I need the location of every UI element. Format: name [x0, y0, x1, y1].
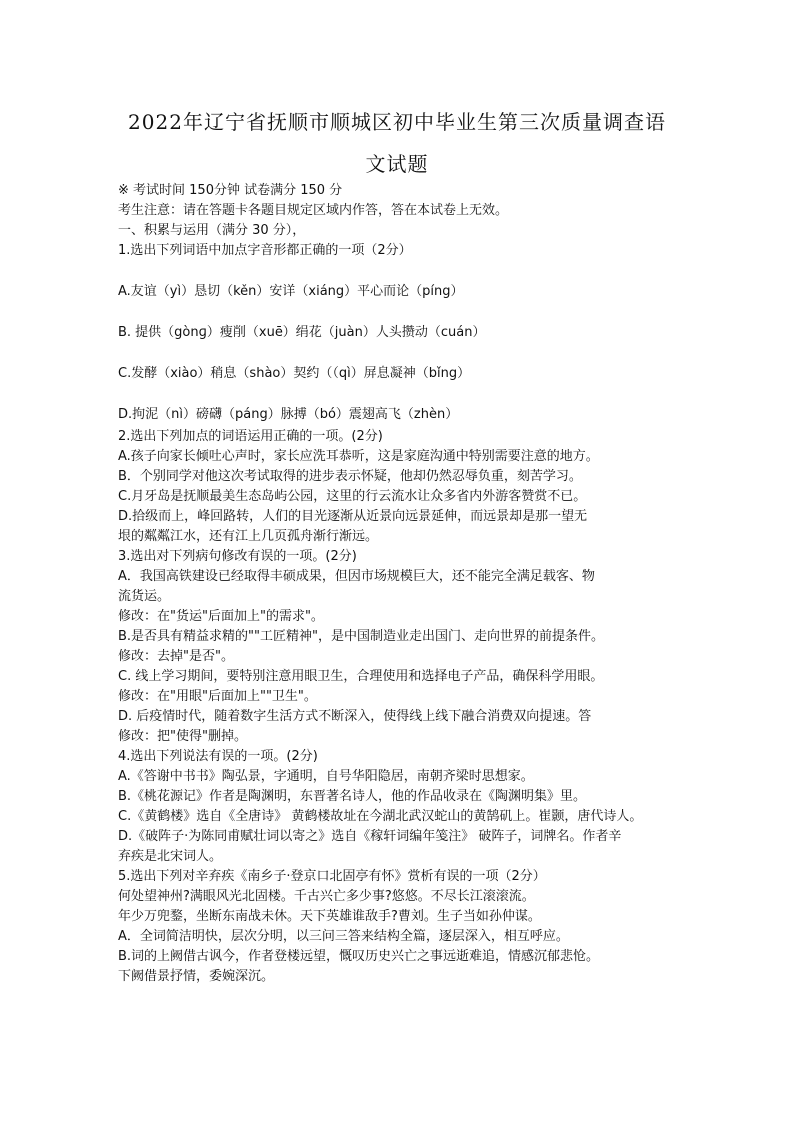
exam-info: ※ 考试时间 150分钟 试卷满分 150 分 [118, 183, 343, 198]
option-a-cont: 流货运。 [118, 589, 171, 604]
option-c: C.发酵（xiào）稍息（shào）契约（（qì）屏息凝神（bǐng） [118, 366, 471, 381]
question-4 [118, 747, 698, 867]
poem-line-1: 何处望神州?满眼风光北固楼。千古兴亡多少事?悠悠。不尽长江滚滚流。 [118, 889, 535, 904]
option-d: D. 后疫情时代，随着数字生活方式不断深入，使得线上线下融合消费双向提速。答 [118, 709, 592, 724]
option-a: A．全词简洁明快，层次分明，以三问三答来结构全篇，逐层深入，相互呼应。 [118, 929, 569, 944]
option-c: C.月牙岛是抚顺最美生态岛屿公园，这里的行云流水让众多省内外游客赞赏不已。 [118, 489, 587, 504]
exam-notice: 考生注意：请在答题卡各题目规定区域内作答，答在本试卷上无效。 [118, 203, 509, 218]
option-b: B.是否具有精益求精的""工匠精神"，是中国制造业走出国门、走向世界的前提条件。 [118, 629, 604, 644]
poem-line-2: 年少万兜鍪，坐断东南战未休。天下英雄谁敌手?曹刘。生子当如孙仲谋。 [118, 909, 541, 924]
question-1 [118, 241, 698, 425]
option-d: D.《破阵子·为陈同甫赋壮词以寄之》选自《稼轩词编年笺注》 破阵子，词牌名。作者辛 [118, 829, 622, 844]
option-c: C.《黄鹤楼》选自《全唐诗》 黄鹤楼故址在今湖北武汉蛇山的黄鹄矶上。崔颢，唐代诗人。 [118, 809, 643, 824]
section-heading: 一、积累与运用（满分 30 分）， [118, 223, 306, 238]
question-stem: 4.选出下列说法有误的一项。(2分) [118, 749, 318, 764]
question-2 [118, 427, 698, 547]
option-b-fix: 修改：去掉"是否"。 [118, 649, 234, 664]
option-b: B.词的上阙借古讽今，作者登楼远望，慨叹历史兴亡之事远逝难追，情感沉郁悲怆。 [118, 949, 600, 964]
question-5 [118, 867, 698, 987]
question-stem: 5.选出下列对辛弃疾《南乡子·登京口北固亭有怀》赏析有误的一项（2分） [118, 869, 546, 884]
page-title-line-1: 2022年辽宁省抚顺市顺城区初中毕业生第三次质量调查语 [128, 110, 666, 134]
option-a: A．我国高铁建设已经取得丰硕成果，但因市场规模巨大，还不能完全满足载客、物 [118, 569, 595, 584]
option-a: A.孩子向家长倾吐心声时，家长应洗耳恭听，这是家庭沟通中特别需要注意的地方。 [118, 449, 599, 464]
option-b: B．个别同学对他这次考试取得的进步表示怀疑，他却仍然忍辱负重，刻苦学习。 [118, 469, 582, 484]
option-d-fix: 修改：把"使得"删掉。 [118, 729, 247, 744]
option-d: D.拾级而上，峰回路转，人们的目光逐渐从近景向远景延伸，而远景却是那一望无 [118, 509, 588, 524]
question-stem: 3.选出对下列病句修改有误的一项。(2分) [118, 549, 357, 564]
question-3 [118, 547, 698, 747]
option-d-cont: 弃疾是北宋词人。 [118, 849, 223, 864]
option-b: B.《桃花源记》作者是陶渊明，东晋著名诗人，他的作品收录在《陶渊明集》里。 [118, 789, 587, 804]
page-title-line-2: 文试题 [365, 152, 429, 176]
option-c-fix: 修改：在"用眼"后面加上""卫生"。 [118, 689, 317, 704]
option-c: C. 线上学习期间，要特别注意用眼卫生，合理使用和选择电子产品，确保科学用眼。 [118, 669, 604, 684]
option-a: A.友谊（yì）恳切（kěn）安详（xiáng）平心而论（píng） [118, 284, 464, 299]
exam-body [118, 181, 698, 987]
option-d-cont: 垠的粼粼江水，还有江上几页孤舟渐行渐远。 [118, 529, 379, 544]
question-stem: 1.选出下列词语中加点字音形都正确的一项（2分） [118, 243, 412, 258]
option-d: D.拘泥（nì）磅礴（páng）脉搏（bó）震翅高飞（zhèn） [118, 407, 459, 422]
option-b: B. 提供（gònɡ）瘦削（xuē）绢花（juàn）人头攒动（cuán） [118, 325, 486, 340]
option-b-cont: 下阙借景抒情，委婉深沉。 [118, 969, 275, 984]
option-a: A.《答谢中书书》陶弘景，字通明，自号华阳隐居，南朝齐梁时思想家。 [118, 769, 534, 784]
option-a-fix: 修改：在"货运"后面加上"的需求"。 [118, 609, 324, 624]
question-stem: 2.选出下列加点的词语运用正确的一项。(2分) [118, 429, 383, 444]
